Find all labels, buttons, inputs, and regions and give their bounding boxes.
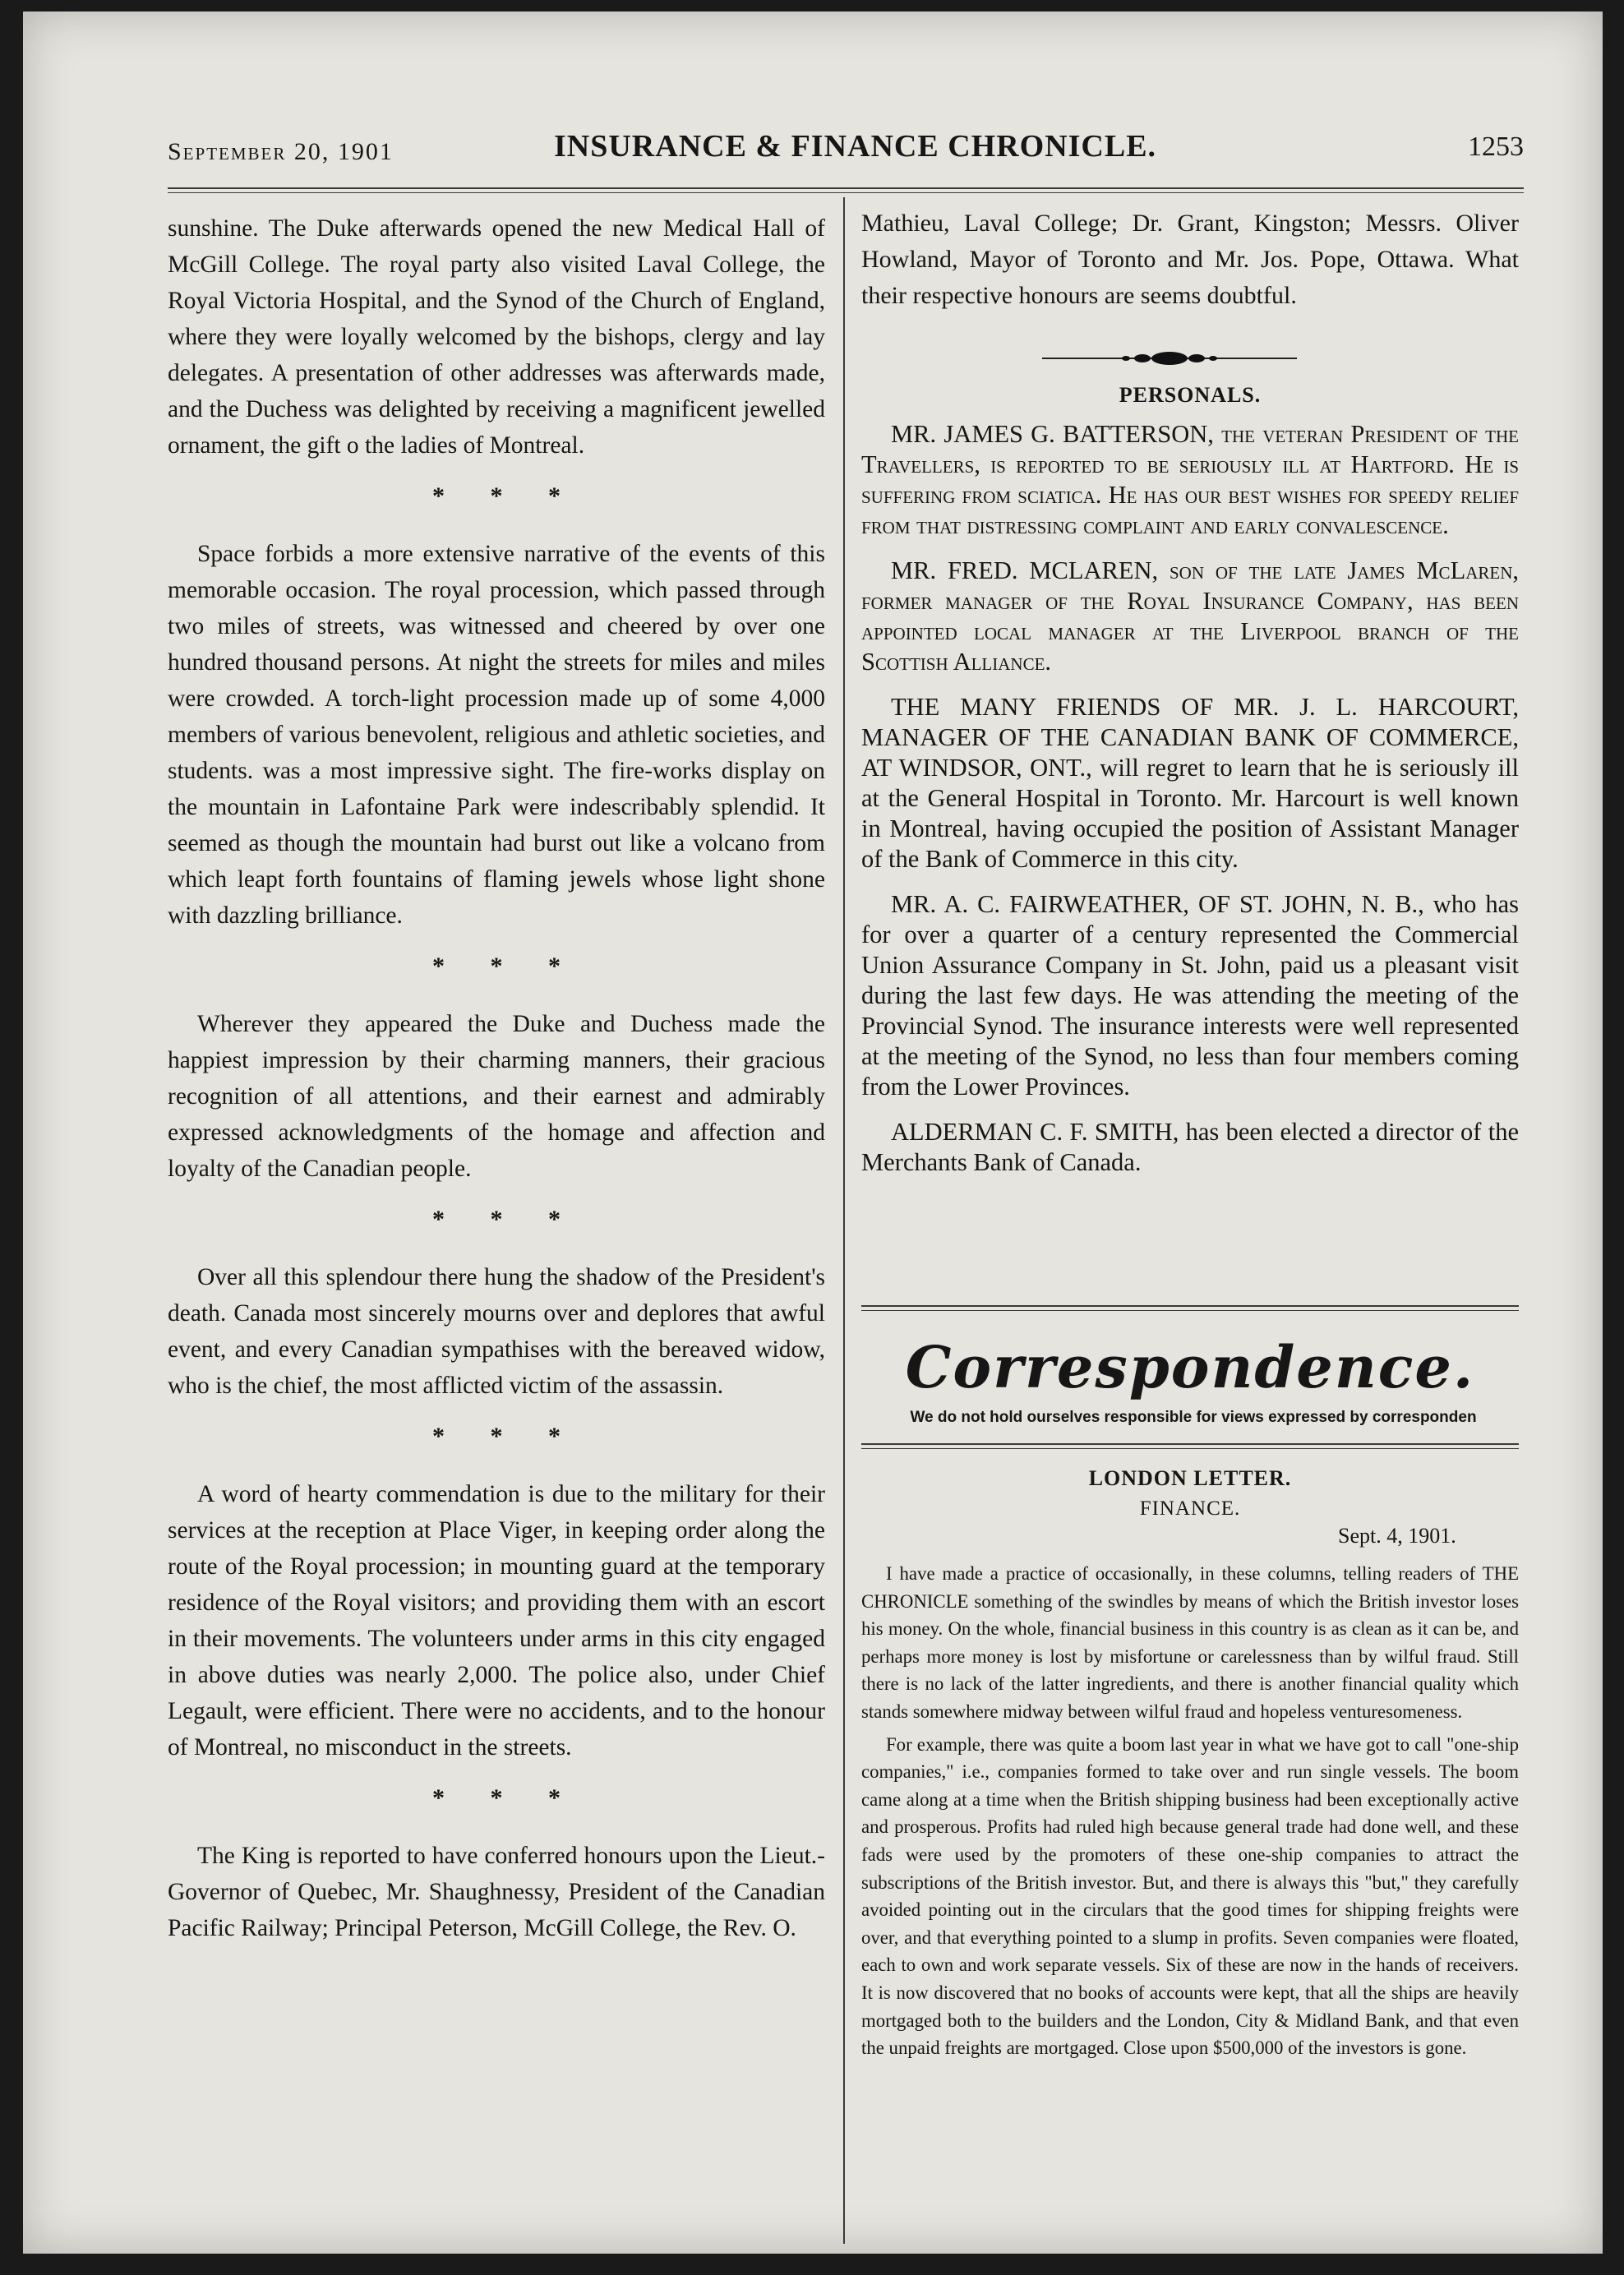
correspondence-disclaimer: We do not hold ourselves responsible for views expressed by corresponden: [910, 1409, 1477, 1426]
section-separator: * * *: [432, 1206, 580, 1233]
correspondence-rule-top-2: [861, 1310, 1519, 1311]
page-number: 1253: [1468, 132, 1524, 162]
header-rule-top: [168, 187, 1524, 189]
personal-item: MR. FRED. MCLAREN, son of the late James McLaren, former manager of the Royal Insurance Company, has been appointed local manager at the Liverpool branch of the Scottish Alliance.: [861, 556, 1519, 676]
personal-item: THE MANY FRIENDS OF MR. J. L. HARCOURT, MANAGER OF THE CANADIAN BANK OF COMMERCE, AT WINDSOR, ONT., will regret to learn that he is seriously ill at the General Hospital in Toronto. Mr. Harcourt is well known in Montreal, having occupied the position of Assistant Manager of the Bank of Commerce in this city.: [861, 693, 1519, 873]
left-paragraph-4: Over all this splendour there hung the shadow of the President's death. Canada most sincerely mourns over and deplores that awful event, and every Canadian sympathises with the bereaved widow, who is the chief, the most afflicted victim of the assassin.: [168, 1264, 825, 1399]
left-paragraph-5: A word of hearty commendation is due to the military for their services at the reception at Place Viger, in keeping order along the route of the Royal procession; in mounting guard at the temporary residence of the Royal visitors; and providing them with an escort in their movements. The volunteers under arms in this city engaged in above duties was nearly 2,000. The police also, under Chief Legault, were efficient. There were no accidents, and to the honour of Montreal, no misconduct in the streets.: [168, 1481, 825, 1760]
right-column-continuation: [861, 205, 1519, 314]
header-rule-bottom: [168, 192, 1524, 193]
letter-paragraph: I have made a practice of occasionally, in these columns, telling readers of THE CHRONICLE something of the swindles by means of which the British investor loses his money. On the whole, financial business in this country is as clean as it can be, and perhaps more money is lost by misfortune or carelessness than by wilful fraud. Still there is no lack of the latter ingredients, and there is another financial quality which stands somewhere midway between wilful fraud and hopeless venturesomeness.: [861, 1563, 1519, 1722]
continuation-paragraph: Mathieu, Laval College; Dr. Grant, Kingston; Messrs. Oliver Howland, Mayor of Toronto and Mr. Jos. Pope, Ottawa. What their respective honours are seems doubtful.: [861, 210, 1519, 309]
left-paragraph-2: Space forbids a more extensive narrative of the events of this memorable occasion. The royal procession, which passed through two miles of streets, was witnessed and cheered by over one hundred thousand persons. At night the streets for miles and miles were crowded. A torch-light procession made up of some 4,000 members of various benevolent, religious and athletic societies, and students. was a most impressive sight. The fire-works display on the mountain in Lafontaine Park were indescribably splendid. It seemed as though the mountain had burst out like a volcano from which leapt forth fountains of flaming jewels whose light shone with dazzling brilliance.: [168, 541, 825, 929]
letter-paragraph: For example, there was quite a boom last year in what we have got to call "one-ship companies," i.e., companies formed to take over and run single vessels. The boom came along at a time when the British shipping business had been exceptionally active and prosperous. Profits had ruled high because general trade had done well, and these fads were used by the promoters of these one-ship companies to attract the subscriptions of the British investor. But, and there is always this "but," they carefully avoided pointing out in the circulars that the good times for shipping freights were over, and that everything pointed to a slump in profits. Seven companies were floated, each to own and work separate vessels. Six of these are now in the hands of receivers. It is now discovered that no books of accounts were kept, that all the ships are heavily mortgaged both to the builders and the London, City & Midland Bank, and that even the unpaid freights are mortgaged. Close upon $500,000 of the investors is gone.: [861, 1733, 1519, 2059]
section-separator: * * *: [432, 1423, 580, 1450]
newspaper-page: [23, 12, 1603, 2254]
left-paragraph-6: The King is reported to have conferred honours upon the Lieut.-Governor of Quebec, Mr. Shaughnessy, President of the Canadian Pacific Railway; Principal Peterson, McGill College, the Rev. O.: [168, 1843, 825, 1941]
personals-section: [861, 419, 1519, 1193]
left-column: [168, 210, 825, 1946]
letter-date: Sept. 4, 1901.: [1338, 1524, 1456, 1548]
correspondence-rule-top: [861, 1305, 1519, 1307]
left-paragraph-3: Wherever they appeared the Duke and Duchess made the happiest impression by their charming manners, their gracious recognition of all attentions, and their earnest and admirably expressed acknowledgments of the homage and affection and loyalty of the Canadian people.: [168, 1011, 825, 1182]
ornament-divider: [1042, 348, 1297, 368]
header-date: September 20, 1901: [168, 138, 394, 165]
correspondence-rule-bottom-2: [861, 1448, 1519, 1449]
personals-heading: PERSONALS.: [1119, 383, 1262, 407]
publication-title: INSURANCE & FINANCE CHRONICLE.: [554, 129, 1157, 164]
left-paragraph-1: sunshine. The Duke afterwards opened the new Medical Hall of McGill College. The royal party also visited Laval College, the Royal Victoria Hospital, and the Synod of the Church of England, where they were loyally welcomed by the bishops, clergy and lay delegates. A presentation of other addresses was afterwards made, and the Duchess was delighted by receiving a magnificent jewelled ornament, the gift o the ladies of Montreal.: [168, 215, 825, 459]
correspondence-heading: Correspondence.: [905, 1333, 1475, 1401]
column-divider: [843, 197, 845, 2244]
personal-item: ALDERMAN C. F. SMITH, has been elected a director of the Merchants Bank of Canada.: [861, 1118, 1519, 1176]
letter-subheading: FINANCE.: [1139, 1497, 1241, 1520]
section-separator: * * *: [432, 953, 580, 980]
personal-item: MR. A. C. FAIRWEATHER, OF ST. JOHN, N. B., who has for over a quarter of a century represented the Commercial Union Assurance Company in St. John, paid us a pleasant visit during the last few days. He was attending the meeting of the Provincial Synod. The insurance interests were well represented at the meeting of the Synod, no less than four members coming from the Lower Provinces.: [861, 890, 1519, 1101]
section-separator: * * *: [432, 1784, 580, 1811]
section-separator: * * *: [432, 482, 580, 510]
correspondence-rule-bottom: [861, 1443, 1519, 1445]
letter-heading: LONDON LETTER.: [1088, 1466, 1292, 1490]
page-header: [168, 128, 1524, 174]
london-letter-body: [861, 1560, 1519, 2067]
personal-item: MR. JAMES G. BATTERSON, the veteran President of the Travellers, is reported to be seriously ill at Hartford. He is suffering from sciatica. He has our best wishes for speedy relief from that distressing complaint and early convalescence.: [861, 420, 1519, 539]
